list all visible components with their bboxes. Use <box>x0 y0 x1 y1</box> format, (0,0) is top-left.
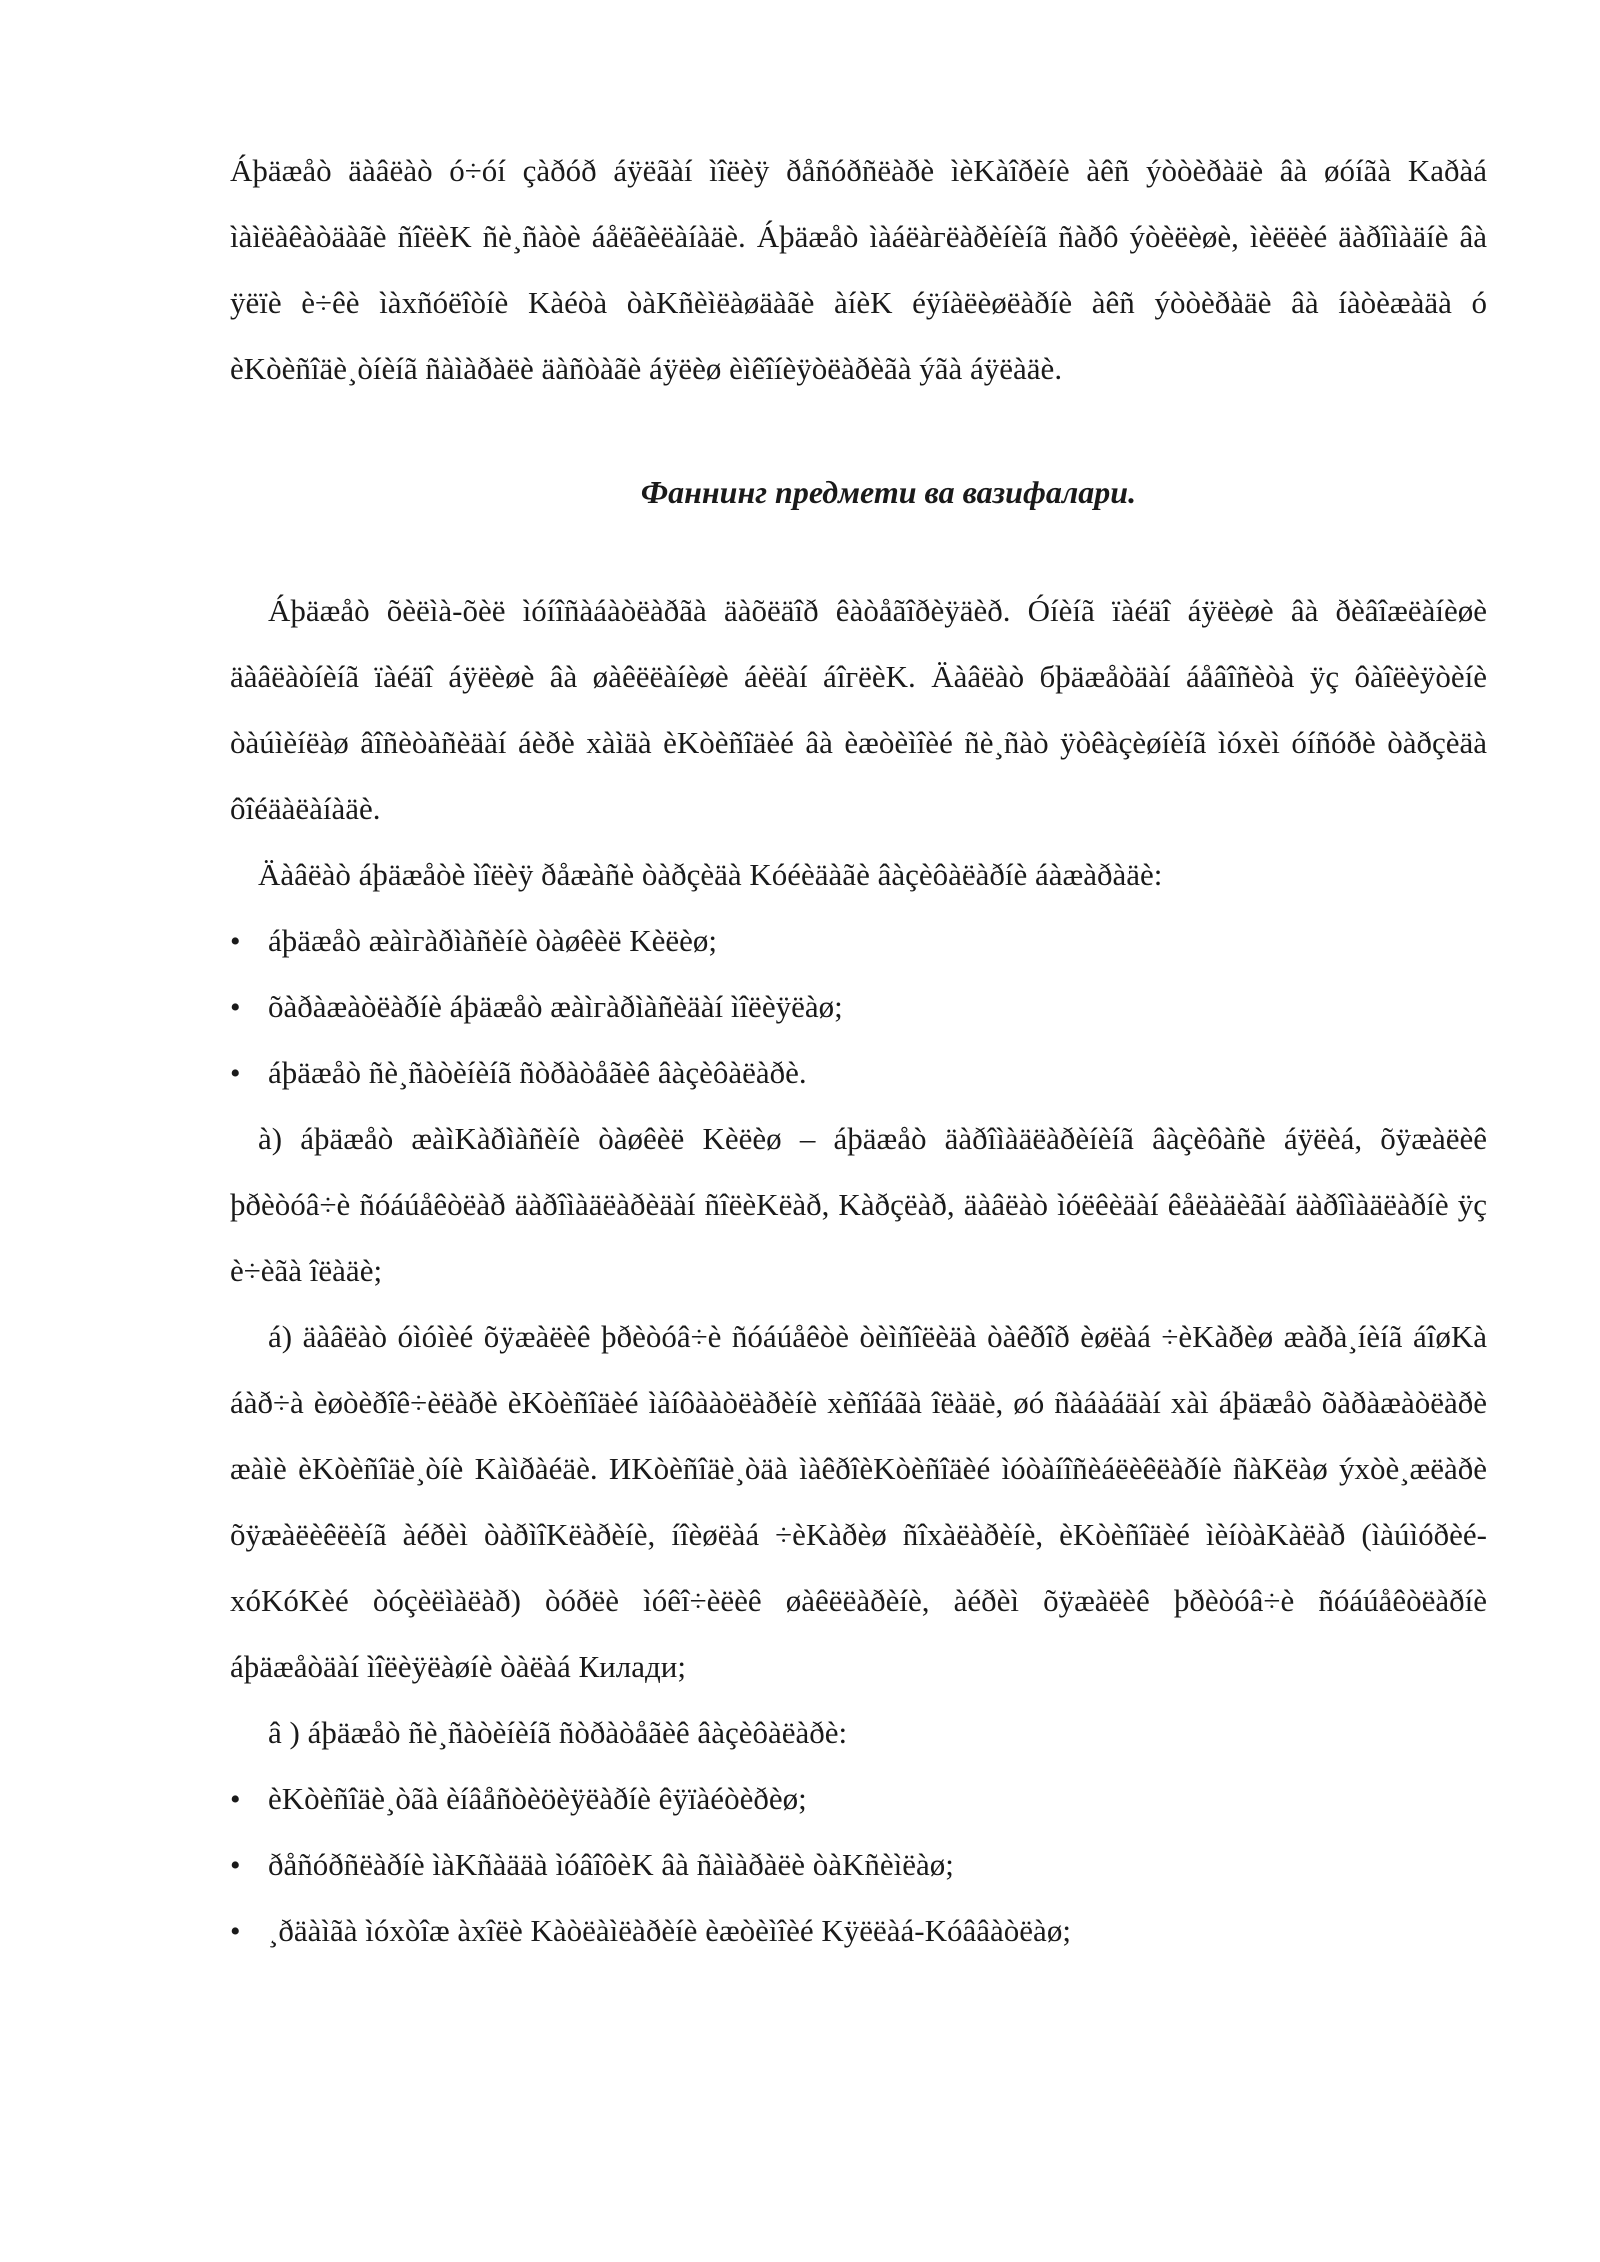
intro-section <box>230 138 1487 402</box>
paragraph-b: á) äàâëàò óìóìèé õÿæàëèê þðèòóâ÷è ñóáúåêòè òèìñîëèäà òàêðîð èøëàá ÷èKàðèø æàðà¸íèíã áîøKà áàð÷à èøòèðîê÷èëàðè èKòèñîäèé ìàíôààòëàðèíè xèñîáãà îëàäè, øó ñàáàáäàí xàì áþäæåò õàðàæàòëàðè æàìè èKòèñîäè¸òíè Kàìðàéäè. ИKòèñîäè¸òäà ìàêðîèKòèñîäèé ìóòàíîñèáëèêëàðíè ñàKëàø ýxòè¸æëàðè õÿæàëèêëèíã àéðèì òàðìîKëàðèíè, íîèøëàá ÷èKàðèø ñîxàëàðèíè, èKòèñîäèé ìèíòàKàëàð (ìàúìóðèé-xóKóKèé òóçèëìàëàð) òóðëè ìóêî÷èëèê øàêëëàðèíè, àéðèì õÿæàëèê þðèòóâ÷è ñóáúåêòëàðíè áþäæåòäàí ìîëèÿëàøíè òàëàá Килади; <box>230 1319 1487 1684</box>
list-item-text: áþäæåò ñè¸ñàòèíèíã ñòðàòåãèê âàçèôàëàðè. <box>268 1055 807 1090</box>
list-item-text: õàðàæàòëàðíè áþäæåò æàìгàðìàñèäàí ìîëèÿëàø; <box>268 989 843 1024</box>
paragraph-c: â ) áþäæåò ñè¸ñàòèíèíã ñòðàòåãèê âàçèôàëàðè: <box>268 1715 848 1750</box>
bullet-marker: • <box>230 1057 241 1090</box>
section-heading: Фаннинг предмети ва вазифалари. <box>640 474 1137 510</box>
list-item <box>230 974 1487 1040</box>
list-item <box>230 1832 1487 1898</box>
list-item <box>230 1766 1487 1832</box>
main-section <box>230 578 1487 1964</box>
bullet-marker: • <box>230 925 241 958</box>
bullet-marker: • <box>230 1849 241 1882</box>
list-item-text: èKòèñîäè¸òãà èíâåñòèöèÿëàðíè êÿïàéòèðèø; <box>268 1781 807 1816</box>
paragraph-budget-functions: Äàâëàò áþäæåòè ìîëèÿ ðåæàñè òàðçèäà Kóéèäàãè âàçèôàëàðíè áàæàðàäè: <box>258 857 1163 892</box>
paragraph-budget-category: Áþäæåò õèëìà-õèë ìóíîñàáàòëàðãà äàõëäîð êàòåãîðèÿäèð. Óíèíã ïàéäî áÿëèøè âà ðèâîæëàíèøè äàâëàòíèíã ïàéäî áÿëèøè âà øàêëëàíèøè áèëàí áîгëèK. Äàâëàò бþäæåòäàí áåâîñèòà ÿç ôàîëèÿòèíè òàúìèíëàø âîñèòàñèäàí áèðè xàìäà èKòèñîäèé âà èæòèìîèé ñè¸ñàò ÿòêàçèøíèíã ìóxèì óíñóðè òàðçèäà ôîéäàëàíàäè. <box>230 593 1487 826</box>
bullet-list-strategic <box>230 1766 1487 1964</box>
list-item-text: áþäæåò æàìгàðìàñèíè òàøêèë Kèëèø; <box>268 923 718 958</box>
list-item <box>230 1898 1487 1964</box>
bullet-marker: • <box>230 1915 241 1948</box>
bullet-list-functions <box>230 908 1487 1106</box>
list-item-text: ðåñóðñëàðíè ìàKñàääà ìóâîôèK âà ñàìàðàëè òàKñèìëàø; <box>268 1847 954 1882</box>
intro-paragraph: Áþäæåò äàâëàò ó÷óí çàðóð áÿëãàí ìîëèÿ ðåñóðñëàðè ìèKàîðèíè àêñ ýòòèðàäè âà øóíãà Kaðàá ìàìëàêàòäàãè ñîëèK ñè¸ñàòè áåëãèëàíàäè. Áþäæåò ìàáëàгëàðèíèíã ñàðô ýòèëèøè, ìèëëèé äàðîìàäíè âà ÿëïè è÷êè ìàxñóëîòíè Kàéòà òàKñèìëàøäàãè àíèK éÿíàëèøëàðíè àêñ ýòòèðàäè âà íàòèæàäà ó èKòèñîäè¸òíèíã ñàìàðàëè äàñòàãè áÿëèø èìêîíèÿòëàðèãà ýãà áÿëàäè. <box>230 153 1487 386</box>
paragraph-a: à) áþäæåò æàìKàðìàñèíè òàøêèë Kèëèø – áþäæåò äàðîìàäëàðèíèíã âàçèôàñè áÿëèá, õÿæàëèê þðèòóâ÷è ñóáúåêòëàð äàðîìàäëàðèäàí ñîëèKëàð, Kàðçëàð, äàâëàò ìóëêèäàí êåëàäèãàí äàðîìàäëàðíè ÿç è÷èãà îëàäè; <box>230 1121 1487 1288</box>
bullet-marker: • <box>230 1783 241 1816</box>
list-item <box>230 1040 1487 1106</box>
bullet-marker: • <box>230 991 241 1024</box>
list-item <box>230 908 1487 974</box>
list-item-text: ¸ðäàìãà ìóxòîæ àxîëè Kàòëàìëàðèíè èæòèìîèé Kÿëëàá-Kóââàòëàø; <box>268 1913 1071 1948</box>
